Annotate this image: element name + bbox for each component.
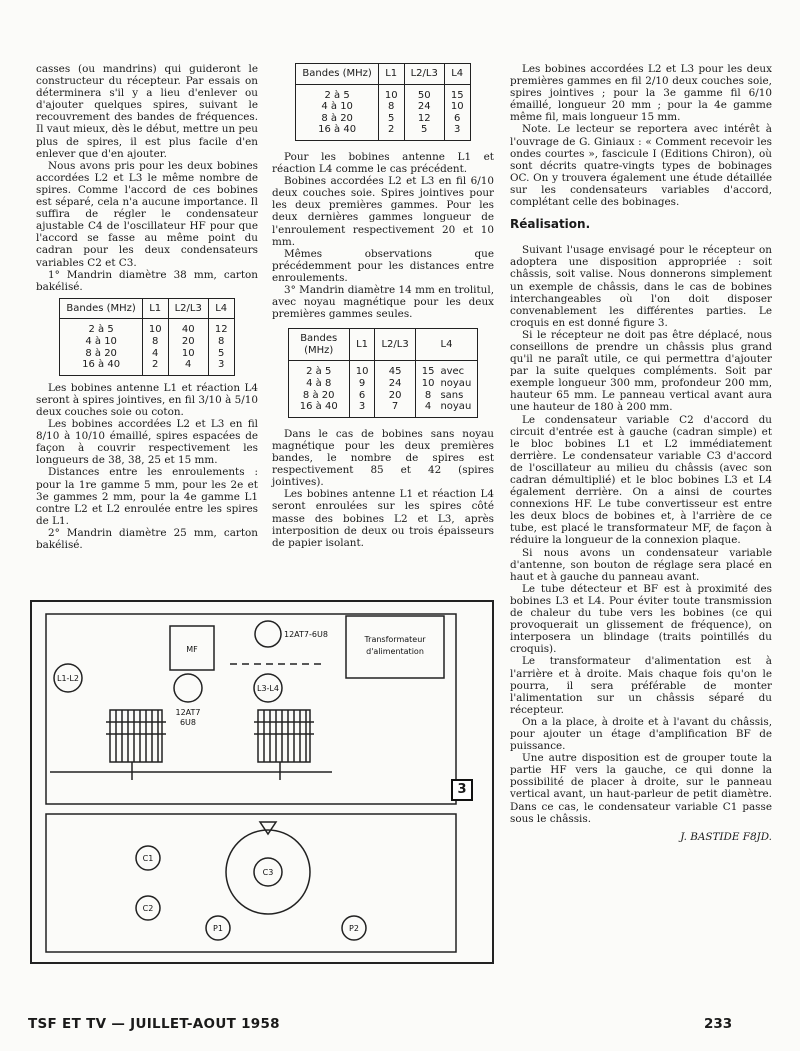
table-cell: 10 — [444, 101, 470, 113]
coil-right-label: L3-L4 — [257, 684, 279, 693]
transformer-label-2: d'alimentation — [366, 647, 424, 656]
paragraph: Les bobines antenne L1 et réaction L4 seront à spires jointives, en fil 3/10 à 5/10 deux couches soie ou coton. — [36, 381, 258, 418]
table-row — [60, 336, 234, 348]
table-header: L4 — [208, 298, 234, 319]
paragraph: Nous avons pris pour les deux bobines accordées L2 et L3 le même nombre de spires. Comme l'accord de ces bobines est séparé, cela n'a aucune importance. Il suffira de régler le condensateur ajustable C4 de l'oscillateur HF pour que l'accord se fasse au même point du cadran pour les deux condensateurs variables C2 et C3. — [36, 159, 258, 269]
c2-label: C2 — [142, 904, 154, 913]
table-cell: 8 — [208, 336, 234, 348]
table-cell: 4 à 10 — [321, 101, 353, 113]
table-cell: 8 — [142, 336, 168, 348]
variable-capacitor-c2-top — [106, 710, 166, 762]
paragraph: Les bobines antenne L1 et réaction L4 seront enroulées sur les spires côté masse des bobines L2 et L3, après interposition de deux ou trois épaisseurs de papier isolant. — [272, 488, 494, 549]
table-header: L2/L3 — [375, 329, 415, 361]
table-row — [296, 124, 470, 140]
table-cell: 24 — [404, 101, 444, 113]
table-cell: 3 — [349, 401, 375, 417]
table-header: L1 — [142, 298, 168, 319]
table-cell: 7 — [375, 401, 415, 417]
table-cell: 12 — [404, 113, 444, 125]
transformer-label-1: Transformateur — [364, 635, 426, 644]
tube2-label-1: 12AT7 — [175, 708, 201, 717]
table-cell: 8 — [415, 390, 440, 402]
table-cell: 8 à 20 — [302, 389, 335, 401]
table-cell: 10 — [142, 319, 168, 336]
author-signature: J. BASTIDE F8JD. — [680, 830, 772, 843]
coil-table-38mm — [59, 298, 234, 376]
section-heading: Réalisation. — [510, 217, 591, 232]
table-cell: 10 — [378, 84, 404, 101]
figure-number: 3 — [451, 779, 473, 801]
table-cell: 5 — [404, 124, 444, 140]
table-cell: 8 à 20 — [321, 112, 353, 124]
paragraph: casses (ou mandrins) qui guideront le constructeur du récepteur. Par essais on déterminera s'il y a lieu d'enlever ou d'ajouter quelques spires, suivant le recouvrement des bandes de fréquences. Il vaut mieux, dès le début, mettre un peu plus de spires, il est plus facile d'en enlever que d'en ajouter. — [36, 63, 258, 160]
table-cell: 5 — [378, 113, 404, 125]
table-header: Bandes (MHz) — [296, 64, 378, 85]
coil-left-label: L1-L2 — [57, 674, 79, 683]
coil-table-25mm — [295, 63, 470, 141]
table-header: L2/L3 — [168, 298, 208, 319]
table-cell: 10 — [168, 348, 208, 360]
paragraph: Note. Le lecteur se reportera avec intérêt à l'ouvrage de G. Giniaux : « Comment recevoir les ondes courtes », fascicule I (Editions Chiron), où sont décrits quatre-vingts types de bobinages OC. On y trouvera également une étude détaillée sur les condensateurs variables d'accord, complétant celle des bobinages. — [510, 123, 772, 209]
table-note: sans — [440, 389, 464, 401]
tube1-label: 12AT7-6U8 — [284, 630, 328, 639]
footer-publication: TSF ET TV — JUILLET-AOUT 1958 — [28, 1016, 280, 1032]
coil-table-14mm — [288, 328, 479, 418]
table-header: L1 — [378, 64, 404, 85]
dial-pointer — [260, 822, 276, 834]
table-row — [288, 401, 478, 417]
chassis-drawing — [32, 602, 492, 962]
tube2-label-2: 6U8 — [179, 718, 197, 727]
paragraph: On a la place, à droite et à l'avant du châssis, pour ajouter un étage d'amplification BF de puissance. — [510, 715, 772, 753]
table-header: L4 — [415, 329, 478, 361]
column-1 — [36, 63, 258, 551]
table-cell: 3 — [444, 124, 470, 140]
table-row — [296, 84, 470, 101]
table-cell: 12 — [208, 319, 234, 336]
table-row — [288, 378, 478, 390]
table-cell: 10 — [349, 361, 375, 378]
chassis-diagram — [30, 600, 494, 964]
table-cell: 8 à 20 — [85, 347, 117, 359]
page-number: 233 — [704, 1016, 733, 1032]
paragraph: Bobines accordées L2 et L3 en fil 6/10 deux couches soie. Spires jointives pour les deux premières gammes. Pour les deux dernières gammes longueur de l'enroulement respectivement 20 et 10 mm. — [272, 175, 494, 248]
table-note: noyau — [440, 401, 472, 413]
table-cell: 5 — [208, 348, 234, 360]
table-header: L2/L3 — [404, 64, 444, 85]
front-panel — [46, 814, 456, 952]
converter-tube — [255, 621, 281, 647]
table-row — [288, 361, 478, 378]
paragraph: Le transformateur d'alimentation est à l'arrière et à droite. Mais chaque fois qu'on le pourra, il sera préférable de monter l'alimentation sur un châssis séparé du récepteur. — [510, 655, 772, 716]
table-cell: 4 — [168, 359, 208, 375]
table-cell: 15 — [415, 361, 440, 378]
table-header: Bandes (MHz) — [288, 329, 349, 361]
table-cell: 6 — [444, 113, 470, 125]
column-2 — [272, 63, 494, 549]
table-cell: 6 — [349, 390, 375, 402]
table-cell: 2 à 5 — [324, 89, 350, 101]
variable-capacitor-c3-top — [254, 710, 314, 762]
table-cell: 16 à 40 — [318, 124, 357, 136]
table-cell: 4 — [142, 348, 168, 360]
paragraph: 2° Mandrin diamètre 25 mm, carton bakélisé. — [36, 526, 258, 551]
table-row — [60, 348, 234, 360]
table-row — [60, 319, 234, 336]
table-header: L4 — [444, 64, 470, 85]
paragraph: Le tube détecteur et BF est à proximité des bobines L3 et L4. Pour éviter toute transmission de chaleur du tube vers les bobines (ce qui provoquerait un glissement de fréquence), on interposera un blindage (traits pointillés du croquis). — [510, 582, 772, 656]
paragraph: Une autre disposition est de grouper toute la partie HF vers la gauche, ce qui donne la possibilité de placer à droite, sur le panneau vertical avant, un haut-parleur de petit diamètre. Dans ce cas, le condensateur variable C1 passe sous le châssis. — [510, 752, 772, 825]
table-cell: 2 à 5 — [306, 366, 332, 378]
paragraph: 3° Mandrin diamètre 14 mm en trolitul, avec noyau magnétique pour les deux premières gammes seules. — [272, 284, 494, 321]
table-cell: 9 — [349, 378, 375, 390]
table-cell: 50 — [404, 84, 444, 101]
table-cell: 45 — [375, 361, 415, 378]
paragraph: Si le récepteur ne doit pas être déplacé, nous conseillons de prendre un châssis plus grand qu'il ne paraît utile, ce qui permettra d'ajouter par la suite quelques compléments. Soit par exemple longueur 300 mm, profondeur 200 mm, hauteur 65 mm. Le panneau vertical avant aura une hauteur de 180 à 200 mm. — [510, 328, 772, 414]
table-cell: 15 — [444, 84, 470, 101]
table-row — [60, 359, 234, 375]
mf-label: MF — [186, 645, 198, 654]
column-3 — [510, 63, 772, 843]
table-header: L1 — [349, 329, 375, 361]
table-cell: 2 — [378, 124, 404, 140]
table-row — [288, 390, 478, 402]
table-cell: 10 — [415, 378, 440, 390]
table-cell: 16 à 40 — [299, 401, 338, 413]
paragraph: Pour les bobines antenne L1 et réaction L4 comme le cas précédent. — [272, 150, 494, 176]
table-cell: 3 — [208, 359, 234, 375]
paragraph: Les bobines accordées L2 et L3 pour les deux premières gammes en fil 2/10 deux couches soie, spires jointives ; pour la 3e gamme fil 6/10 émaillé, longueur 20 mm ; pour la 4e gamme même fil, mais longueur 15 mm. — [510, 63, 772, 124]
table-cell: 20 — [168, 336, 208, 348]
table-cell: 2 — [142, 359, 168, 375]
p1-label: P1 — [213, 924, 223, 933]
paragraph: Si nous avons un condensateur variable d'antenne, son bouton de réglage sera placé en haut et à gauche du panneau avant. — [510, 546, 772, 583]
table-row — [296, 101, 470, 113]
table-cell: 24 — [375, 378, 415, 390]
paragraph: Suivant l'usage envisagé pour le récepteur on adoptera une disposition appropriée : soit châssis, soit valise. Nous donnerons simplement un exemple de châssis, dans le cas de bobines interchangeables où l'on doit disposer convenablement les différentes parties. Le croquis en est donné figure 3. — [510, 244, 772, 329]
table-header: Bandes (MHz) — [60, 298, 142, 319]
c3-label: C3 — [262, 868, 274, 877]
paragraph: 1° Mandrin diamètre 38 mm, carton bakélisé. — [36, 268, 258, 293]
table-cell: 20 — [375, 390, 415, 402]
paragraph: Mêmes observations que précédemment pour les distances entre enroulements. — [272, 247, 494, 284]
detector-tube — [174, 674, 202, 702]
paragraph: Dans le cas de bobines sans noyau magnétique pour les deux premières bandes, le nombre de spires est respectivement 85 et 42 (spires jointives). — [272, 427, 494, 489]
table-note: noyau — [440, 378, 472, 390]
table-cell: 8 — [378, 101, 404, 113]
paragraph: Les bobines accordées L2 et L3 en fil 8/10 à 10/10 émaillé, spires espacées de façon à couvrir respectivement les longueurs de 38, 38, 25 et 15 mm. — [36, 418, 258, 467]
table-cell: 4 à 8 — [306, 378, 332, 390]
table-cell: 2 à 5 — [88, 324, 114, 336]
c1-label: C1 — [142, 854, 154, 863]
table-row — [296, 113, 470, 125]
table-cell: 16 à 40 — [82, 359, 121, 371]
table-cell: 4 à 10 — [85, 335, 117, 347]
paragraph: Le condensateur variable C2 d'accord du circuit d'entrée est à gauche (cadran simple) et le bloc bobines L1 et L2 immédiatement derrière. Le condensateur variable C3 d'accord de l'oscillateur au milieu du châssis (avec son cadran démultiplié) et le bloc bobines L3 et L4 également derrière. On a ainsi de courtes connexions HF. Le tube convertisseur est entre les deux blocs de bobines et, à l'arrière de ce tube, est placé le transformateur MF, de façon à réduire la longueur de la connexion plaque. — [510, 413, 772, 547]
table-note: avec — [440, 366, 465, 378]
p2-label: P2 — [349, 924, 359, 933]
table-cell: 40 — [168, 319, 208, 336]
paragraph: Distances entre les enroulements : pour la 1re gamme 5 mm, pour les 2e et 3e gammes 2 mm, pour la 4e gamme L1 contre L2 et L2 enroulée entre les spires de L1. — [36, 466, 258, 527]
table-cell: 4 — [415, 401, 440, 417]
